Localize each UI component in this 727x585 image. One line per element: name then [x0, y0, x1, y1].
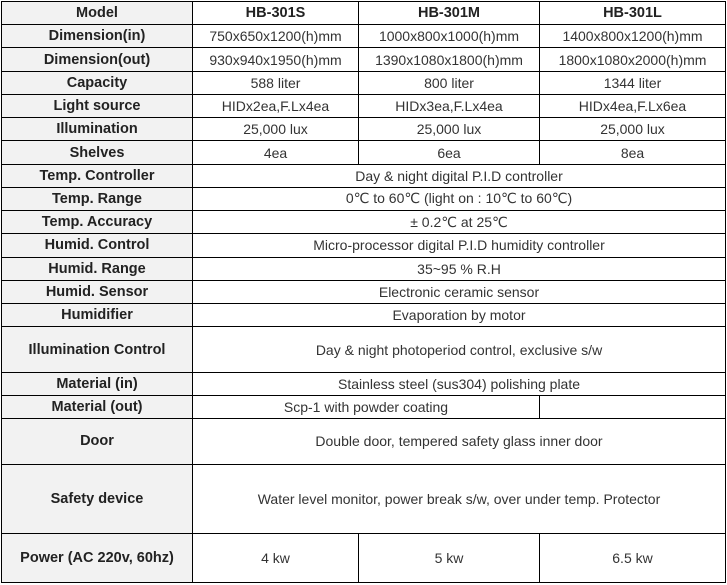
- table-row-power: [2, 534, 726, 583]
- table-row-illumination: [2, 118, 726, 141]
- table-row-humid-control: [2, 234, 726, 257]
- table-row-shelves: [2, 141, 726, 164]
- table-row-dimension-in: [2, 25, 726, 48]
- cell-value: Double door, tempered safety glass inner door: [193, 419, 726, 464]
- cell-value: 8ea: [540, 141, 726, 164]
- table-row-safety-device: [2, 464, 726, 534]
- row-label: Material (out): [2, 395, 193, 418]
- cell-value: 1344 liter: [540, 71, 726, 94]
- cell-empty: [540, 395, 726, 418]
- cell-value: Water level monitor, power break s/w, over under temp. Protector: [193, 464, 726, 534]
- table-row-humid-range: [2, 257, 726, 280]
- cell-value: 6.5 kw: [540, 534, 726, 583]
- row-label: Illumination: [2, 118, 193, 141]
- cell-value: HIDx4ea,F.Lx6ea: [540, 94, 726, 117]
- table-row-dimension-out: [2, 48, 726, 71]
- table-row-humidifier: [2, 304, 726, 327]
- header-label: Model: [2, 2, 193, 25]
- cell-value: 1400x800x1200(h)mm: [540, 25, 726, 48]
- cell-value: HIDx2ea,F.Lx4ea: [193, 94, 359, 117]
- cell-value: 5 kw: [359, 534, 540, 583]
- row-label: Capacity: [2, 71, 193, 94]
- cell-value: HIDx3ea,F.Lx4ea: [359, 94, 540, 117]
- spec-table: [1, 1, 726, 583]
- table-row-temp-controller: [2, 164, 726, 187]
- row-label: Power (AC 220v, 60hz): [2, 534, 193, 583]
- row-label: Shelves: [2, 141, 193, 164]
- cell-value: 1800x1080x2000(h)mm: [540, 48, 726, 71]
- cell-value: 25,000 lux: [540, 118, 726, 141]
- row-label: Temp. Controller: [2, 164, 193, 187]
- cell-value: 35~95 % R.H: [193, 257, 726, 280]
- cell-value: 4ea: [193, 141, 359, 164]
- table-row-illumination-control: [2, 327, 726, 372]
- cell-value: Micro-processor digital P.I.D humidity controller: [193, 234, 726, 257]
- model-s: HB-301S: [193, 2, 359, 25]
- table-row-capacity: [2, 71, 726, 94]
- cell-value: 800 liter: [359, 71, 540, 94]
- cell-value: 750x650x1200(h)mm: [193, 25, 359, 48]
- cell-value: 4 kw: [193, 534, 359, 583]
- row-label: Door: [2, 419, 193, 464]
- table-row-temp-range: [2, 187, 726, 210]
- row-label: Humid. Control: [2, 234, 193, 257]
- table-row-model: [2, 2, 726, 25]
- cell-value: Day & night digital P.I.D controller: [193, 164, 726, 187]
- row-label: Safety device: [2, 464, 193, 534]
- row-label: Dimension(in): [2, 25, 193, 48]
- cell-value: Electronic ceramic sensor: [193, 280, 726, 303]
- cell-value: 930x940x1950(h)mm: [193, 48, 359, 71]
- cell-value: 0℃ to 60℃ (light on : 10℃ to 60℃): [193, 187, 726, 210]
- row-label: Humidifier: [2, 304, 193, 327]
- row-label: Humid. Range: [2, 257, 193, 280]
- cell-value: Stainless steel (sus304) polishing plate: [193, 372, 726, 395]
- row-label: Illumination Control: [2, 327, 193, 372]
- table-row-door: [2, 419, 726, 464]
- model-m: HB-301M: [359, 2, 540, 25]
- row-label: Humid. Sensor: [2, 280, 193, 303]
- cell-value: 6ea: [359, 141, 540, 164]
- table-row-light-source: [2, 94, 726, 117]
- table-row-material-in: [2, 372, 726, 395]
- table-row-temp-accuracy: [2, 211, 726, 234]
- cell-value: 1390x1080x1800(h)mm: [359, 48, 540, 71]
- cell-value: 25,000 lux: [359, 118, 540, 141]
- model-l: HB-301L: [540, 2, 726, 25]
- cell-value: Day & night photoperiod control, exclusive s/w: [193, 327, 726, 372]
- cell-value: 1000x800x1000(h)mm: [359, 25, 540, 48]
- cell-value: 25,000 lux: [193, 118, 359, 141]
- row-label: Light source: [2, 94, 193, 117]
- row-label: Temp. Accuracy: [2, 211, 193, 234]
- cell-value: Evaporation by motor: [193, 304, 726, 327]
- cell-value: 588 liter: [193, 71, 359, 94]
- cell-value: Scp-1 with powder coating: [193, 395, 540, 418]
- row-label: Material (in): [2, 372, 193, 395]
- table-row-material-out: [2, 395, 726, 418]
- row-label: Temp. Range: [2, 187, 193, 210]
- table-row-humid-sensor: [2, 280, 726, 303]
- row-label: Dimension(out): [2, 48, 193, 71]
- cell-value: ± 0.2℃ at 25℃: [193, 211, 726, 234]
